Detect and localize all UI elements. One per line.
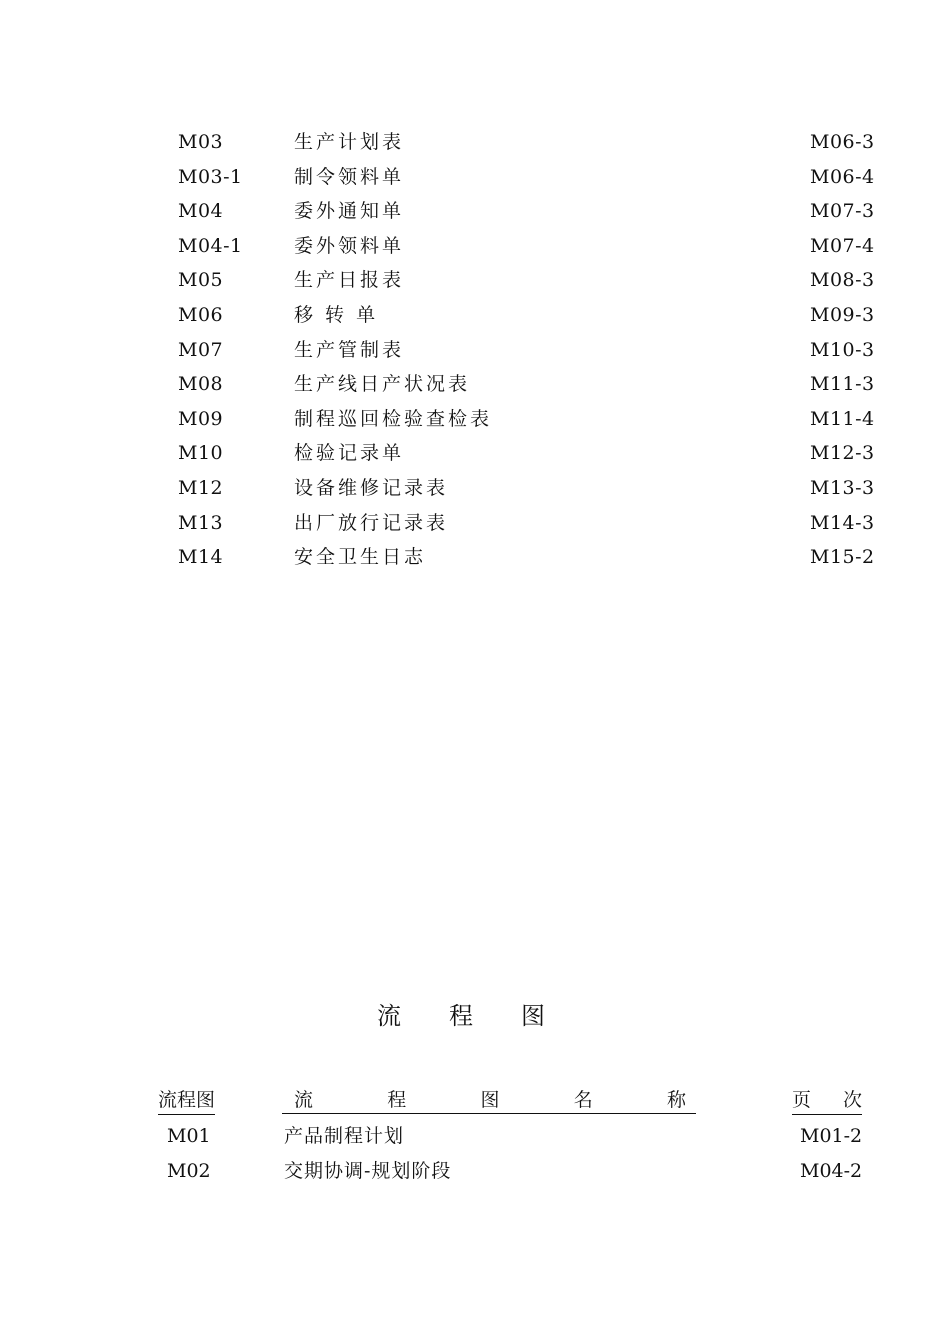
- list-item: [0, 298, 950, 332]
- form-name: 委外通知单: [294, 200, 405, 223]
- form-code: M03: [178, 131, 224, 153]
- form-name: 制令领料单: [294, 165, 405, 188]
- form-code: M04-1: [178, 234, 243, 257]
- form-code: M08: [178, 373, 224, 396]
- list-item: [0, 471, 950, 505]
- form-code: M05: [178, 269, 224, 292]
- list-item: [0, 194, 950, 228]
- form-name: 生产管制表: [294, 338, 405, 361]
- form-code: M03-1: [178, 165, 243, 188]
- header-char: 次: [842, 1089, 862, 1111]
- form-page: M07-3: [810, 200, 875, 223]
- flowchart-page: M01-2: [800, 1125, 863, 1147]
- form-code: M13: [178, 511, 224, 534]
- form-page: M09-3: [810, 304, 875, 326]
- section-title: 流程图: [377, 1002, 593, 1030]
- list-item: [0, 436, 950, 470]
- form-code: M10: [178, 442, 224, 465]
- list-item: [0, 367, 950, 401]
- form-name: 委外领料单: [294, 234, 405, 257]
- form-name: 制程巡回检验查检表: [294, 407, 493, 430]
- form-name: 生产计划表: [294, 131, 405, 153]
- list-item: [0, 263, 950, 297]
- form-code: M14: [178, 546, 224, 569]
- list-item: [0, 229, 950, 263]
- column-header-code: 流程图: [158, 1086, 215, 1115]
- form-page: M06-4: [810, 165, 875, 188]
- form-code: M07: [178, 338, 224, 361]
- header-char: 流: [294, 1089, 314, 1111]
- form-page: M06-3: [810, 131, 875, 153]
- form-page: M15-2: [810, 546, 875, 569]
- form-code: M06: [178, 304, 224, 326]
- form-name: 移 转 单: [294, 304, 379, 326]
- list-item: [0, 540, 950, 574]
- flowchart-code: M01: [167, 1125, 211, 1147]
- list-item: [0, 160, 950, 194]
- list-item: [0, 402, 950, 436]
- form-page: M11-4: [810, 407, 875, 430]
- header-char: 程: [387, 1089, 407, 1111]
- header-char: 图: [480, 1089, 500, 1111]
- form-page: M14-3: [810, 511, 875, 534]
- form-name: 出厂放行记录表: [294, 511, 449, 534]
- column-header-page: [792, 1086, 862, 1115]
- form-page: M11-3: [810, 373, 875, 396]
- form-page: M10-3: [810, 338, 875, 361]
- form-name: 检验记录单: [294, 442, 405, 465]
- flowchart-code: M02: [167, 1160, 211, 1182]
- form-page: M08-3: [810, 269, 875, 292]
- form-name: 设备维修记录表: [294, 477, 449, 499]
- form-page: M13-3: [810, 477, 875, 499]
- form-name: 生产线日产状况表: [294, 373, 471, 396]
- table-row: [0, 1154, 950, 1188]
- flowchart-name: 交期协调-规划阶段: [284, 1160, 452, 1182]
- form-page: M12-3: [810, 442, 875, 465]
- form-name: 生产日报表: [294, 269, 405, 292]
- form-code: M04: [178, 200, 224, 223]
- form-code: M09: [178, 407, 224, 430]
- flowchart-name: 产品制程计划: [284, 1125, 405, 1147]
- form-page: M07-4: [810, 234, 875, 257]
- list-item: [0, 125, 950, 159]
- list-item: [0, 506, 950, 540]
- column-header-name: [282, 1086, 696, 1114]
- header-char: 称: [666, 1089, 686, 1111]
- list-item: [0, 333, 950, 367]
- header-char: 页: [792, 1089, 812, 1111]
- table-row: [0, 1119, 950, 1153]
- form-code: M12: [178, 477, 224, 499]
- flowchart-page: M04-2: [800, 1160, 863, 1182]
- header-char: 名: [573, 1089, 593, 1111]
- form-name: 安全卫生日志: [294, 546, 427, 569]
